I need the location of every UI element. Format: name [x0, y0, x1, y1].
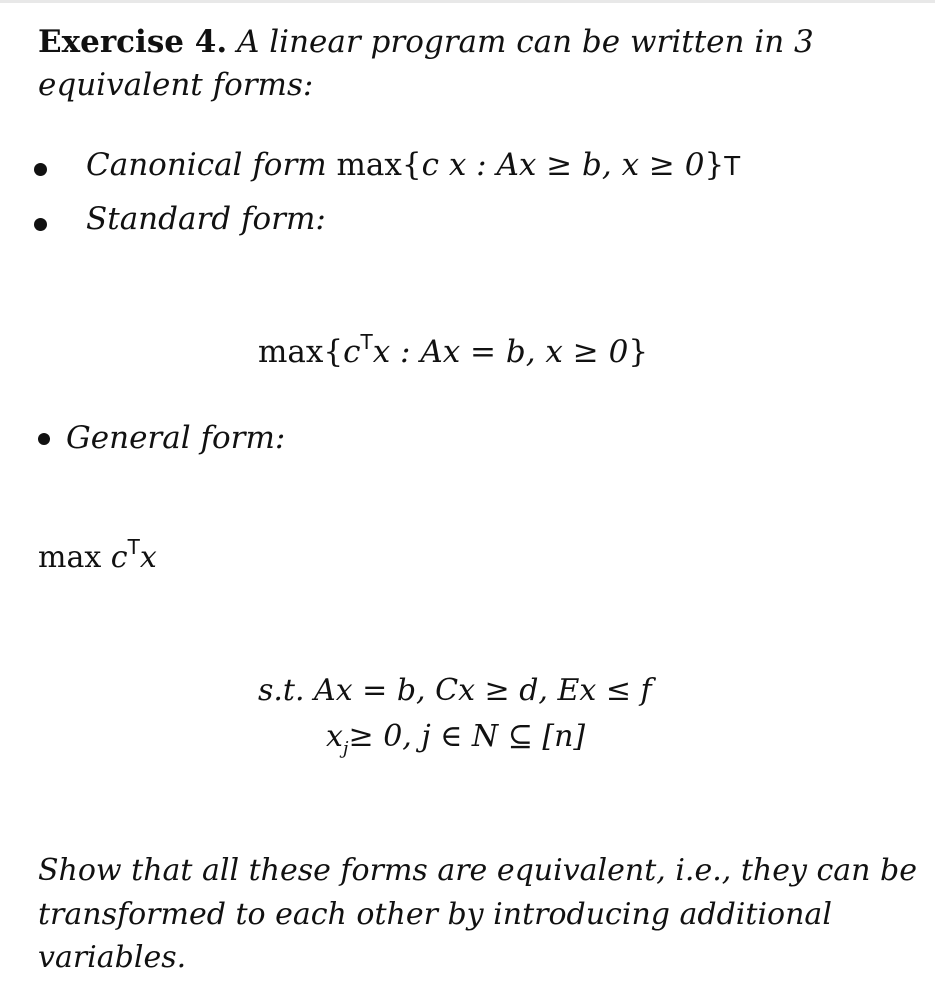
general-transpose: T: [127, 535, 140, 559]
conclusion-line2: transformed to each other by introducing additional: [38, 897, 832, 932]
exercise-statement: [38, 23, 814, 61]
general-form-label: General form:: [66, 420, 286, 456]
conclusion-line1: Show that all these forms are equivalent, i.e., they can be: [38, 853, 917, 888]
canonical-form-label: Canonical form: [86, 147, 327, 183]
bullet-general: [38, 433, 50, 445]
constraint-domain: ≥ 0, j ∈ N ⊆ [n]: [348, 719, 586, 754]
exercise-statement-line1: A linear program can be written in 3: [227, 24, 814, 60]
standard-c: c: [343, 334, 361, 370]
canonical-max: max{: [326, 147, 422, 183]
general-c: c: [110, 540, 128, 575]
bullet-standard: [34, 218, 47, 231]
canonical-expression: c x : Ax ≥ b, x ≥ 0: [421, 147, 705, 183]
standard-max: max{: [258, 334, 344, 370]
exercise-label: Exercise 4.: [38, 24, 228, 60]
general-constraints-line2: [326, 718, 585, 760]
standard-form-label: Standard form:: [86, 201, 326, 237]
bullet-canonical: [34, 163, 47, 176]
standard-form-equation: [258, 330, 649, 374]
exercise-statement-line2: equivalent forms:: [38, 67, 314, 103]
top-border: [0, 0, 935, 3]
standard-close-brace: }: [628, 334, 649, 370]
general-constraints-line1: s.t. Ax = b, Cx ≥ d, Ex ≤ f: [258, 673, 652, 708]
canonical-form-item: [86, 146, 740, 186]
canonical-transpose: T: [724, 152, 741, 182]
general-x: x: [139, 540, 157, 575]
standard-transpose: T: [360, 330, 373, 354]
general-max: max: [38, 540, 111, 575]
general-objective: [38, 535, 157, 579]
conclusion-line3: variables.: [38, 940, 187, 975]
canonical-close-brace: }: [704, 147, 725, 183]
standard-constraints: x : Ax = b, x ≥ 0: [372, 334, 629, 370]
constraint-x: x: [326, 719, 343, 754]
constraint-subscript-j: j: [342, 738, 349, 759]
